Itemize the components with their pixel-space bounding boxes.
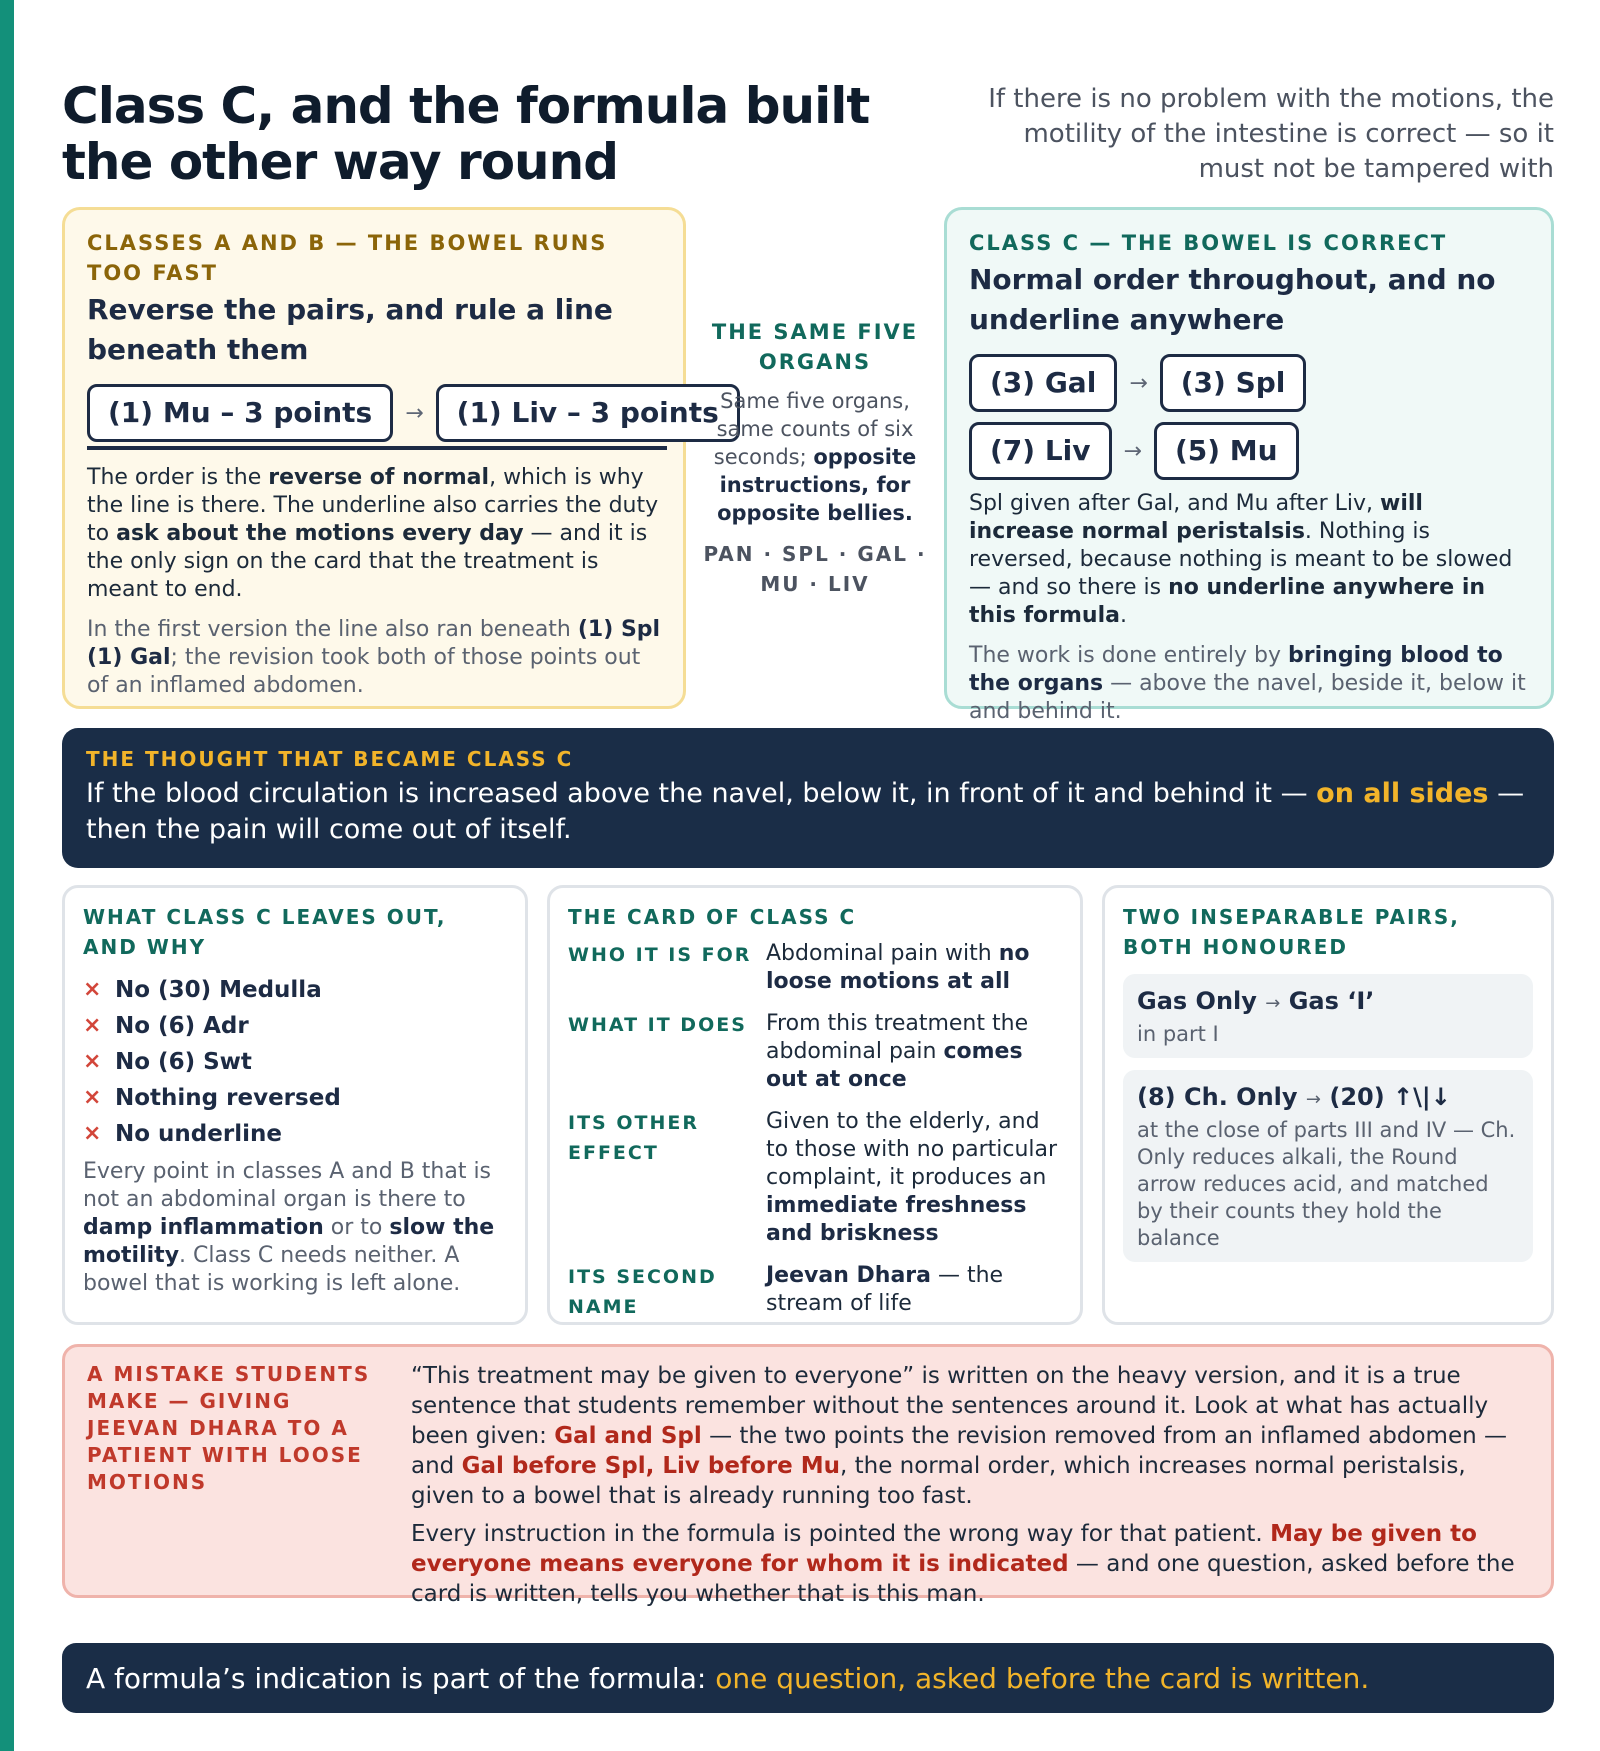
list-item: × Nothing reversed <box>83 1080 507 1116</box>
lower-row <box>62 885 1554 1325</box>
pair-subtitle: in part I <box>1137 1022 1219 1046</box>
leaves-out-body: Every point in classes A and B that is not an abdominal organ is there to damp inflammation or to slow the motility. Class C needs neither. A bowel that is working is left alone. <box>83 1159 495 1296</box>
cross-icon: × <box>83 1013 102 1038</box>
formula-pill: (1) Mu – 3 points <box>87 384 393 442</box>
leaves-out-list <box>83 972 507 1152</box>
same-organs-eyebrow: THE SAME FIVE ORGANS <box>711 320 919 374</box>
arrow-right-icon: → <box>1123 438 1142 464</box>
class-c-eyebrow: CLASS C — THE BOWEL IS CORRECT <box>969 231 1448 255</box>
pair-box-gas <box>1123 974 1533 1058</box>
row-value: From this treatment the abdominal pain comes out at once <box>766 1011 1029 1092</box>
formula-underline <box>87 446 667 450</box>
formula-pill: (1) Liv – 3 points <box>436 384 740 442</box>
cross-icon: × <box>83 1049 102 1074</box>
mistake-paragraph: “This treatment may be given to everyone” is written on the heavy version, and it is a true sentence that students remember without the sentences around it. Look at what has actually been given: Gal and Spl — the two points the revision removed from an inflamed abdomen — and Gal before Spl, Liv before Mu, the normal order, which increases normal peristalsis, given to a bowel that is already running too fast. <box>411 1363 1507 1509</box>
formula-pill: (5) Mu <box>1154 422 1299 480</box>
classes-ab-box <box>62 207 719 709</box>
class-c-formula-row-2 <box>969 422 1529 480</box>
top-row <box>62 207 1554 724</box>
class-c-body: Spl given after Gal, and Mu after Liv, will increase normal peristalsis. Nothing is reversed, because nothing is meant to be slowed — and so there is no underline anywhere in this formula. <box>969 491 1513 628</box>
class-c-card-table <box>568 940 1062 1336</box>
page <box>62 77 1554 1695</box>
list-item: × No (6) Adr <box>83 1008 507 1044</box>
page-subtitle: If there is no problem with the motions, the motility of the intestine is correct — so it must not be tampered with <box>988 84 1554 184</box>
list-item: × No (30) Medulla <box>83 972 507 1008</box>
list-item: × No underline <box>83 1116 507 1152</box>
class-c-note: The work is done entirely by bringing blood to the organs — above the navel, beside it, below it and behind it. <box>969 643 1526 724</box>
arrow-right-icon: → <box>1129 370 1148 396</box>
pair-title: Gas Only → Gas ‘I’ <box>1137 987 1375 1015</box>
cross-icon: × <box>83 977 102 1002</box>
formula-pill: (7) Liv <box>969 422 1112 480</box>
same-organs-body: Same five organs, same counts of six seconds; opposite instructions, for opposite bellies. <box>713 389 917 525</box>
footer-banner <box>62 1643 1554 1713</box>
header <box>62 78 1554 196</box>
class-c-box <box>944 207 1554 724</box>
row-label: ITS OTHER EFFECT <box>568 1112 699 1164</box>
row-value: Abdominal pain with no loose motions at all <box>766 941 1030 994</box>
footer-text: A formula’s indication is part of the formula: <box>86 1661 707 1695</box>
footer-highlight: one question, asked before the card is written. <box>715 1661 1370 1695</box>
arrow-right-icon: → <box>1265 993 1281 1014</box>
mistake-eyebrow: A MISTAKE STUDENTS MAKE — GIVING JEEVAN DHARA TO A PATIENT WITH LOOSE MOTIONS <box>87 1362 371 1494</box>
cross-icon: × <box>83 1121 102 1146</box>
class-c-card-eyebrow: THE CARD OF CLASS C <box>568 905 857 929</box>
cross-icon: × <box>83 1085 102 1110</box>
class-c-card <box>547 885 1083 1325</box>
row-value: Given to the elderly, and to those with no particular complaint, it produces an immediate freshness and briskness <box>766 1109 1058 1246</box>
classes-ab-heading: Reverse the pairs, and rule a line beneath them <box>87 293 613 366</box>
same-organs-column <box>702 317 928 599</box>
pair-box-ch <box>1123 1070 1533 1262</box>
thought-text: If the blood circulation is increased above the navel, below it, in front of it and behind it — on all sides — then the pain will come out of itself. <box>86 778 1525 845</box>
pair-title: (8) Ch. Only → (20) ↑\|↓ <box>1137 1083 1451 1111</box>
mistake-box <box>62 1344 1554 1607</box>
organ-list: PAN · SPL · GAL · MU · LIV <box>703 542 927 596</box>
row-label: WHO IT IS FOR <box>568 944 752 966</box>
classes-ab-body: The order is the reverse of normal, which is why the line is there. The underline also carries the duty to ask about the motions every day — and it is the only sign on the card that the treatment is meant to end. <box>87 465 659 602</box>
classes-ab-note: In the first version the line also ran beneath (1) Spl (1) Gal; the revision took both of those points out of an inflamed abdomen. <box>87 617 661 698</box>
pair-subtitle: at the close of parts III and IV — Ch. Only reduces alkali, the Round arrow reduces acid, and matched by their counts they hold the balance <box>1137 1118 1516 1250</box>
leaves-out-eyebrow: WHAT CLASS C LEAVES OUT, AND WHY <box>83 905 447 959</box>
round-arrow-icon: ↑\|↓ <box>1393 1083 1451 1111</box>
side-accent-bar <box>0 0 14 1751</box>
row-label: WHAT IT DOES <box>568 1014 747 1036</box>
mistake-body <box>411 1361 1533 1609</box>
class-c-heading: Normal order throughout, and no underline anywhere <box>969 263 1496 336</box>
leaves-out-card <box>62 885 528 1325</box>
pairs-card <box>1102 885 1554 1325</box>
classes-ab-eyebrow: CLASSES A AND B — THE BOWEL RUNS TOO FAST <box>87 231 608 285</box>
class-c-formula-row-1 <box>969 354 1529 412</box>
formula-pill: (3) Gal <box>969 354 1117 412</box>
page-title: Class C, and the formula built the other way round <box>62 77 870 191</box>
row-value: Jeevan Dhara — the stream of life <box>766 1263 1004 1316</box>
arrow-right-icon: → <box>1305 1089 1321 1110</box>
thought-banner <box>62 728 1554 868</box>
list-item: × No (6) Swt <box>83 1044 507 1080</box>
arrow-right-icon: → <box>405 400 424 426</box>
thought-eyebrow: THE THOUGHT THAT BECAME CLASS C <box>86 747 574 771</box>
classes-ab-formula <box>87 384 719 442</box>
pairs-eyebrow: TWO INSEPARABLE PAIRS, BOTH HONOURED <box>1123 905 1460 959</box>
mistake-paragraph: Every instruction in the formula is pointed the wrong way for that patient. May be given to everyone means everyone for whom it is indicated — and one question, asked before the card is written, tells you whether that is this man. <box>411 1521 1515 1607</box>
formula-pill: (3) Spl <box>1160 354 1307 412</box>
row-label: ITS SECOND NAME <box>568 1266 717 1318</box>
